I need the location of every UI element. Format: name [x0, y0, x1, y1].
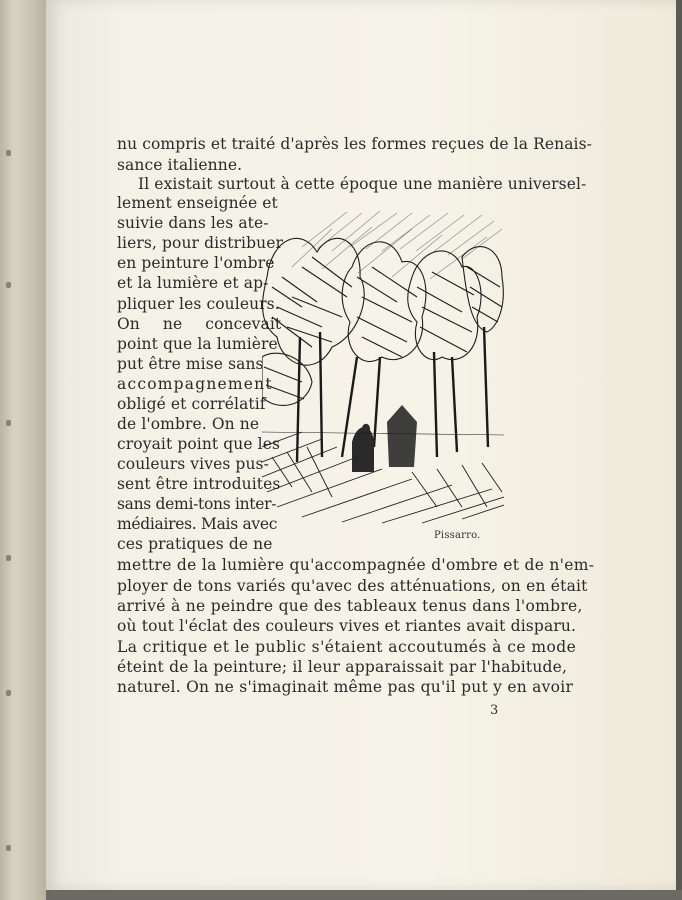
- page-number: 3: [490, 703, 499, 718]
- text-line: Il existait surtout à cette époque une manière universel-: [138, 175, 587, 193]
- figures-and-cottage: [352, 405, 417, 472]
- illustration-caption: Pissarro.: [434, 530, 481, 541]
- column-line: put être mise sans: [117, 355, 264, 373]
- text-line: arrivé à ne peindre que des tableaux tenus dans l'ombre,: [117, 597, 583, 615]
- column-line: couleurs vives pus-: [117, 455, 269, 473]
- text-line: [117, 134, 592, 154]
- text-line: ployer de tons variés qu'avec des atténuations, on en était: [117, 577, 588, 595]
- column-line: sent être introduites: [117, 475, 281, 493]
- text-line: sance italienne.: [117, 156, 243, 174]
- page-bottom-edge: [46, 890, 682, 900]
- text-line: mettre de la lumière qu'accompagnée d'ombre et de n'em-: [117, 556, 595, 574]
- column-line: lement enseignée et: [117, 194, 278, 212]
- column-line: ces pratiques de ne: [117, 535, 273, 553]
- column-line: pliquer les couleurs.: [117, 295, 280, 313]
- column-line: et la lumière et ap-: [117, 274, 269, 292]
- column-line: accompagnement: [117, 375, 273, 393]
- column-line: point que la lumière: [117, 335, 278, 353]
- text-line: où tout l'éclat des couleurs vives et riantes avait disparu.: [117, 617, 577, 635]
- text-line: éteint de la peinture; il leur apparaissait par l'habitude,: [117, 658, 568, 676]
- column-line: liers, pour distribuer: [117, 234, 283, 252]
- column-line: suivie dans les ate-: [117, 214, 269, 232]
- book-binding: [0, 0, 47, 900]
- column-line: en peinture l'ombre: [117, 254, 275, 272]
- column-line: obligé et corrélatif: [117, 395, 266, 413]
- text-line: La critique et le public s'étaient accoutumés à ce mode: [117, 638, 577, 656]
- text-line: naturel. On ne s'imaginait même pas qu'il put y en avoir: [117, 678, 574, 696]
- pissarro-illustration: [262, 207, 504, 527]
- column-line: sans demi-tons inter-: [117, 495, 277, 513]
- column-line: de l'ombre. On ne: [117, 415, 260, 433]
- justified-text: nu compris et traité d'après les formes reçues de la Renais-: [117, 135, 592, 153]
- column-line: médiaires. Mais avec: [117, 515, 278, 533]
- column-line: On ne concevait: [117, 315, 282, 333]
- column-line: croyait point que les: [117, 435, 281, 453]
